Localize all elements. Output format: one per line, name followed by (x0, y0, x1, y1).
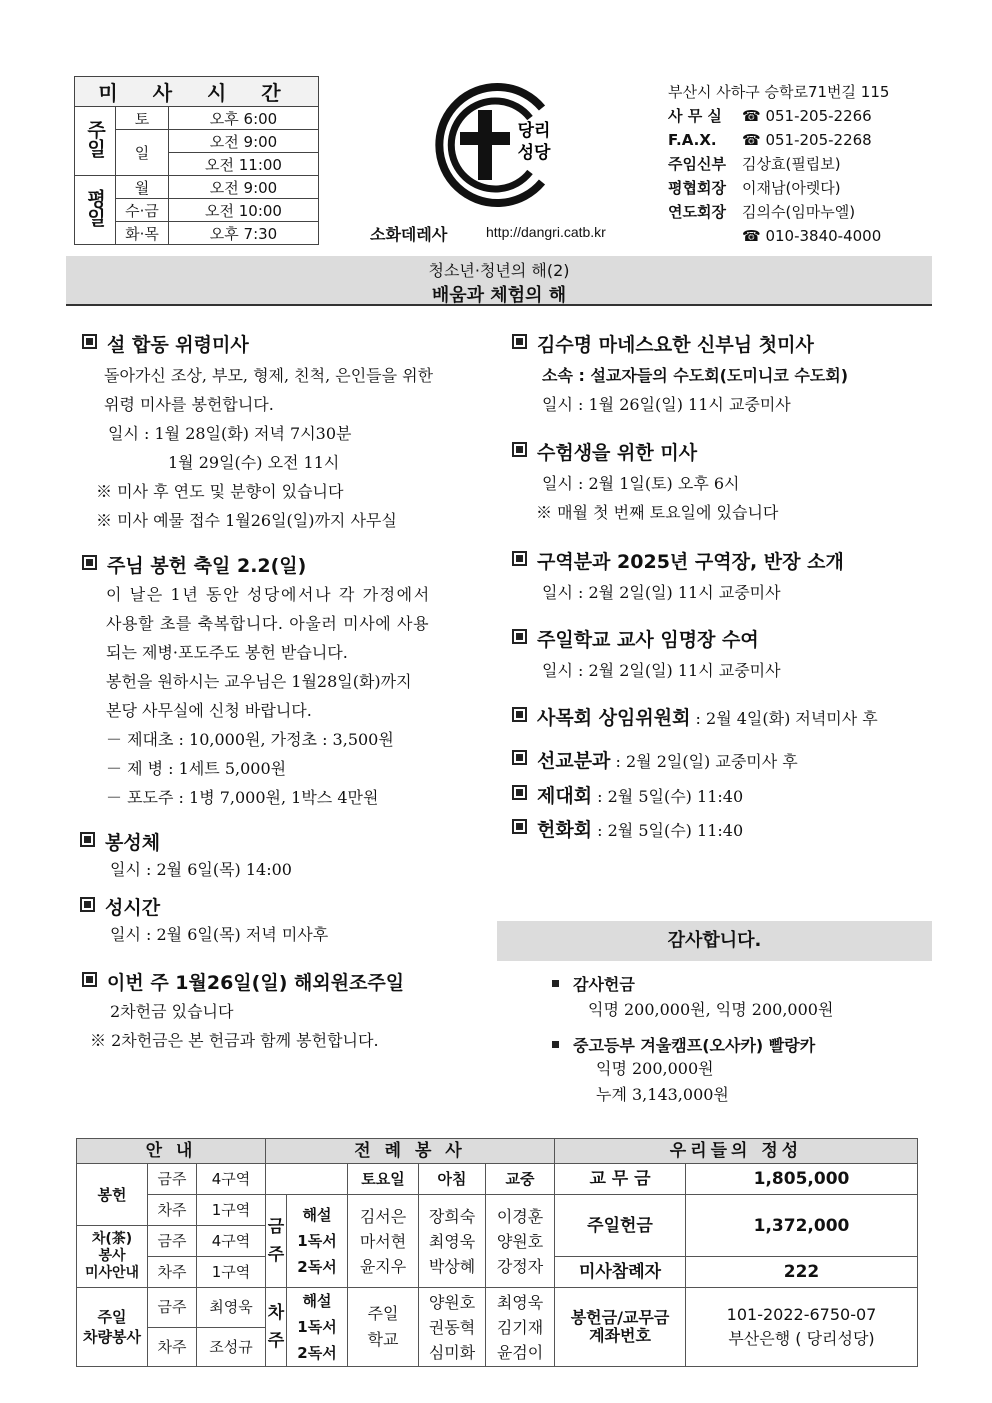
website-link[interactable]: http://dangri.catb.kr (486, 224, 606, 240)
account-bank: 부산은행 ( 당리성당) (728, 1329, 875, 1348)
guide-week: 금주 (148, 1288, 197, 1328)
contact-value: ☎ 051-205-2268 (742, 131, 872, 149)
mass-time: 오후 6:00 (169, 107, 319, 130)
notice-communion-sick (80, 828, 292, 884)
guide-week: 금주 (148, 1164, 197, 1195)
thanks-title: 감사헌금 (573, 975, 635, 994)
checkbox-icon (512, 442, 527, 457)
section-line: 이 날은 1년 동안 성당에서나 각 가정에서 (106, 585, 431, 604)
mass-day: 일 (116, 130, 169, 176)
logo-text-2: 성당 (517, 143, 551, 163)
section-line: 일시 : 1월 28일(화) 저녁 7시30분 (108, 424, 352, 443)
checkbox-icon (80, 832, 95, 847)
section-title: 주님 봉헌 축일 2.2(일) (107, 555, 307, 577)
offering-value: 1,805,000 (686, 1164, 918, 1195)
section-info: : 2월 4일(화) 저녁미사 후 (690, 709, 878, 728)
theme-line-2: 배움과 체험의 해 (431, 285, 567, 306)
contact-key (668, 224, 742, 248)
offering-value: 1,372,000 (686, 1195, 918, 1257)
thanks-offering (552, 972, 833, 1024)
notice-flower-society (512, 815, 743, 842)
guide-value: 4구역 (197, 1164, 266, 1195)
account-info (686, 1288, 918, 1367)
liturgy-names: 김서은 마서현 윤지우 (348, 1195, 419, 1288)
section-line: 봉헌을 원하시는 교우님은 1월28일(화)까지 (106, 672, 412, 691)
notice-district-intro (512, 547, 844, 607)
contact-value: 이재남(아렛다) (742, 179, 841, 197)
notice-memorial-mass (82, 330, 433, 535)
section-info: : 2월 5일(수) 11:40 (592, 787, 744, 806)
this-week-label: 금 주 (266, 1195, 287, 1288)
section-line: ※ 미사 후 연도 및 분향이 있습니다 (96, 482, 344, 501)
thanks-camp (552, 1033, 815, 1108)
liturgy-roles: 해설 1독서 2독서 (287, 1288, 348, 1367)
section-title: 설 합동 위령미사 (107, 334, 249, 356)
contact-key: 사 무 실 (668, 107, 722, 125)
contact-value: ☎ 051-205-2266 (742, 107, 872, 125)
mass-time: 오후 7:30 (169, 222, 319, 245)
section-line: 일시 : 2월 2일(일) 11시 교중미사 (542, 583, 781, 602)
section-info: : 2월 2일(일) 교중미사 후 (610, 752, 798, 771)
offering-label: 교 무 금 (555, 1164, 686, 1195)
notice-holy-hour (80, 893, 328, 949)
offering-header: 우리들의 정성 (555, 1139, 918, 1164)
section-title: 수험생을 위한 미사 (537, 442, 698, 464)
guide-value: 1구역 (197, 1257, 266, 1288)
checkbox-icon (82, 972, 97, 987)
liturgy-names: 이경훈 양원호 강정자 (486, 1195, 555, 1288)
checkbox-icon (512, 750, 527, 765)
patron-saint: 소화데레사 (370, 225, 448, 244)
offering-value: 222 (686, 1257, 918, 1288)
liturgy-names: 주일 학교 (348, 1288, 419, 1367)
thanks-title: 중고등부 겨울캠프(오사카) 빨랑카 (573, 1036, 816, 1055)
section-title: 구역분과 2025년 구역장, 반장 소개 (537, 551, 844, 573)
section-line: 사용할 초를 축복합니다. 아울러 미사에 사용 (106, 614, 430, 633)
guide-week: 차주 (148, 1327, 197, 1367)
guide-week: 차주 (148, 1257, 197, 1288)
checkbox-icon (512, 551, 527, 566)
guide-value: 최영욱 (197, 1288, 266, 1328)
mass-day: 토 (116, 107, 169, 130)
section-line: － 포도주 : 1병 7,000원, 1박스 4만원 (106, 788, 379, 807)
section-title: 성시간 (105, 897, 161, 919)
liturgy-col: 아침 (419, 1164, 486, 1195)
section-line: 일시 : 2월 6일(목) 14:00 (110, 860, 292, 879)
section-line: ※ 미사 예물 접수 1월26일(일)까지 사무실 (96, 511, 397, 530)
liturgy-roles: 해설 1독서 2독서 (287, 1195, 348, 1288)
mass-time: 오전 9:00 (169, 130, 319, 153)
section-title: 제대회 (537, 785, 593, 807)
section-title: 사목회 상임위원회 (537, 707, 691, 729)
liturgy-header: 전 례 봉 사 (266, 1139, 555, 1164)
contact-key: 평협회장 (668, 179, 726, 197)
mass-day: 월 (116, 176, 169, 199)
account-label: 봉헌금/교무금 계좌번호 (555, 1288, 686, 1367)
contact-value: 김상효(필립보) (742, 155, 841, 173)
theme-line-1: 청소년·청년의 해(2) (428, 261, 570, 280)
section-title: 선교분과 (537, 750, 611, 772)
liturgy-names: 장희숙 최영욱 박상혜 (419, 1195, 486, 1288)
section-line: － 제 병 : 1세트 5,000원 (106, 759, 287, 778)
section-title: 주일학교 교사 임명장 수여 (537, 629, 759, 651)
sunday-group-label: 주일 (75, 107, 116, 176)
notice-pastoral-committee (512, 703, 878, 730)
section-title: 이번 주 1월26일(일) 해외원조주일 (107, 972, 405, 994)
contact-key: 연도회장 (668, 203, 726, 221)
section-line: 일시 : 2월 6일(목) 저녁 미사후 (110, 925, 329, 944)
checkbox-icon (512, 785, 527, 800)
mass-times-title: 미 사 시 간 (75, 77, 319, 107)
section-title: 헌화회 (537, 819, 593, 841)
guide-value: 1구역 (197, 1195, 266, 1226)
checkbox-icon (512, 707, 527, 722)
liturgy-col: 토요일 (348, 1164, 419, 1195)
section-line: 2차헌금 있습니다 (110, 1002, 234, 1021)
section-line: 돌아가신 조상, 부모, 형제, 친척, 은인들을 위한 (104, 366, 434, 385)
notice-teacher-appointment (512, 625, 781, 685)
section-title: 봉성체 (105, 832, 161, 854)
section-line: － 제대초 : 10,000원, 가정초 : 3,500원 (106, 730, 394, 749)
section-line: 일시 : 2월 2일(일) 11시 교중미사 (542, 661, 781, 680)
guide-value: 4구역 (197, 1226, 266, 1257)
guide-header: 안 내 (77, 1139, 266, 1164)
mass-time: 오전 11:00 (169, 153, 319, 176)
contact-value: ☎ 010-3840-4000 (742, 227, 882, 245)
section-line: ※ 매월 첫 번째 토요일에 있습니다 (536, 503, 779, 522)
guide-value: 조성규 (197, 1327, 266, 1367)
checkbox-icon (512, 334, 527, 349)
notice-first-mass (512, 330, 848, 419)
bottom-info-table (76, 1138, 918, 1367)
section-line: ※ 2차헌금은 본 헌금과 함께 봉헌합니다. (90, 1031, 379, 1050)
liturgy-names: 최영욱 김기재 윤검이 (486, 1288, 555, 1367)
guide-label: 주일 차량봉사 (77, 1288, 148, 1367)
thanks-line: 누계 3,143,000원 (596, 1085, 729, 1104)
guide-label: 봉헌 (77, 1164, 148, 1226)
thanks-header: 감사합니다. (497, 921, 932, 961)
guide-week: 차주 (148, 1195, 197, 1226)
mass-day: 수·금 (116, 199, 169, 222)
church-logo (432, 80, 562, 210)
theme-banner (66, 256, 932, 306)
checkbox-icon (512, 819, 527, 834)
mass-day: 화·목 (116, 222, 169, 245)
section-line: 일시 : 1월 26일(일) 11시 교중미사 (542, 395, 791, 414)
notice-students-mass (512, 438, 778, 527)
notice-presentation-feast (82, 551, 431, 812)
thanks-line: 익명 200,000원 (596, 1059, 714, 1078)
guide-label: 차(茶) 봉사 미사안내 (77, 1226, 148, 1288)
address: 부산시 사하구 승학로71번길 115 (668, 83, 890, 101)
bullet-icon (552, 1041, 559, 1048)
notice-overseas-aid (82, 968, 404, 1055)
checkbox-icon (512, 629, 527, 644)
section-line: 되는 제병·포도주도 봉헌 받습니다. (106, 643, 348, 662)
mass-times-table (74, 76, 319, 245)
section-info: : 2월 5일(수) 11:40 (592, 821, 744, 840)
mass-time: 오전 10:00 (169, 199, 319, 222)
thanks-line: 익명 200,000원, 익명 200,000원 (588, 1000, 834, 1019)
section-title: 김수명 마네스요한 신부님 첫미사 (537, 334, 814, 356)
notice-mission-dept (512, 746, 798, 773)
section-subtitle: 소속 : 설교자들의 수도회(도미니코 수도회) (542, 366, 849, 385)
contact-value: 김의수(임마누엘) (742, 203, 856, 221)
liturgy-col: 교중 (486, 1164, 555, 1195)
checkbox-icon (80, 897, 95, 912)
section-line: 위령 미사를 봉헌합니다. (104, 395, 274, 414)
account-number: 101-2022-6750-07 (726, 1305, 877, 1324)
section-line: 본당 사무실에 신청 바랍니다. (106, 701, 312, 720)
checkbox-icon (82, 555, 97, 570)
section-line: 1월 29일(수) 오전 11시 (168, 453, 340, 472)
offering-label: 미사참례자 (555, 1257, 686, 1288)
offering-label: 주일헌금 (555, 1195, 686, 1257)
section-line: 일시 : 2월 1일(토) 오후 6시 (542, 474, 740, 493)
notice-altar-society (512, 781, 743, 808)
mass-time: 오전 9:00 (169, 176, 319, 199)
weekday-group-label: 평일 (75, 176, 116, 245)
liturgy-names: 양원호 권동혁 심미화 (419, 1288, 486, 1367)
logo-text-1: 당리 (517, 121, 551, 141)
next-week-label: 차 주 (266, 1288, 287, 1367)
contact-key: 주임신부 (668, 155, 726, 173)
checkbox-icon (82, 334, 97, 349)
bullet-icon (552, 980, 559, 987)
guide-week: 금주 (148, 1226, 197, 1257)
contact-key: F.A.X. (668, 131, 717, 149)
contact-info (668, 80, 889, 248)
